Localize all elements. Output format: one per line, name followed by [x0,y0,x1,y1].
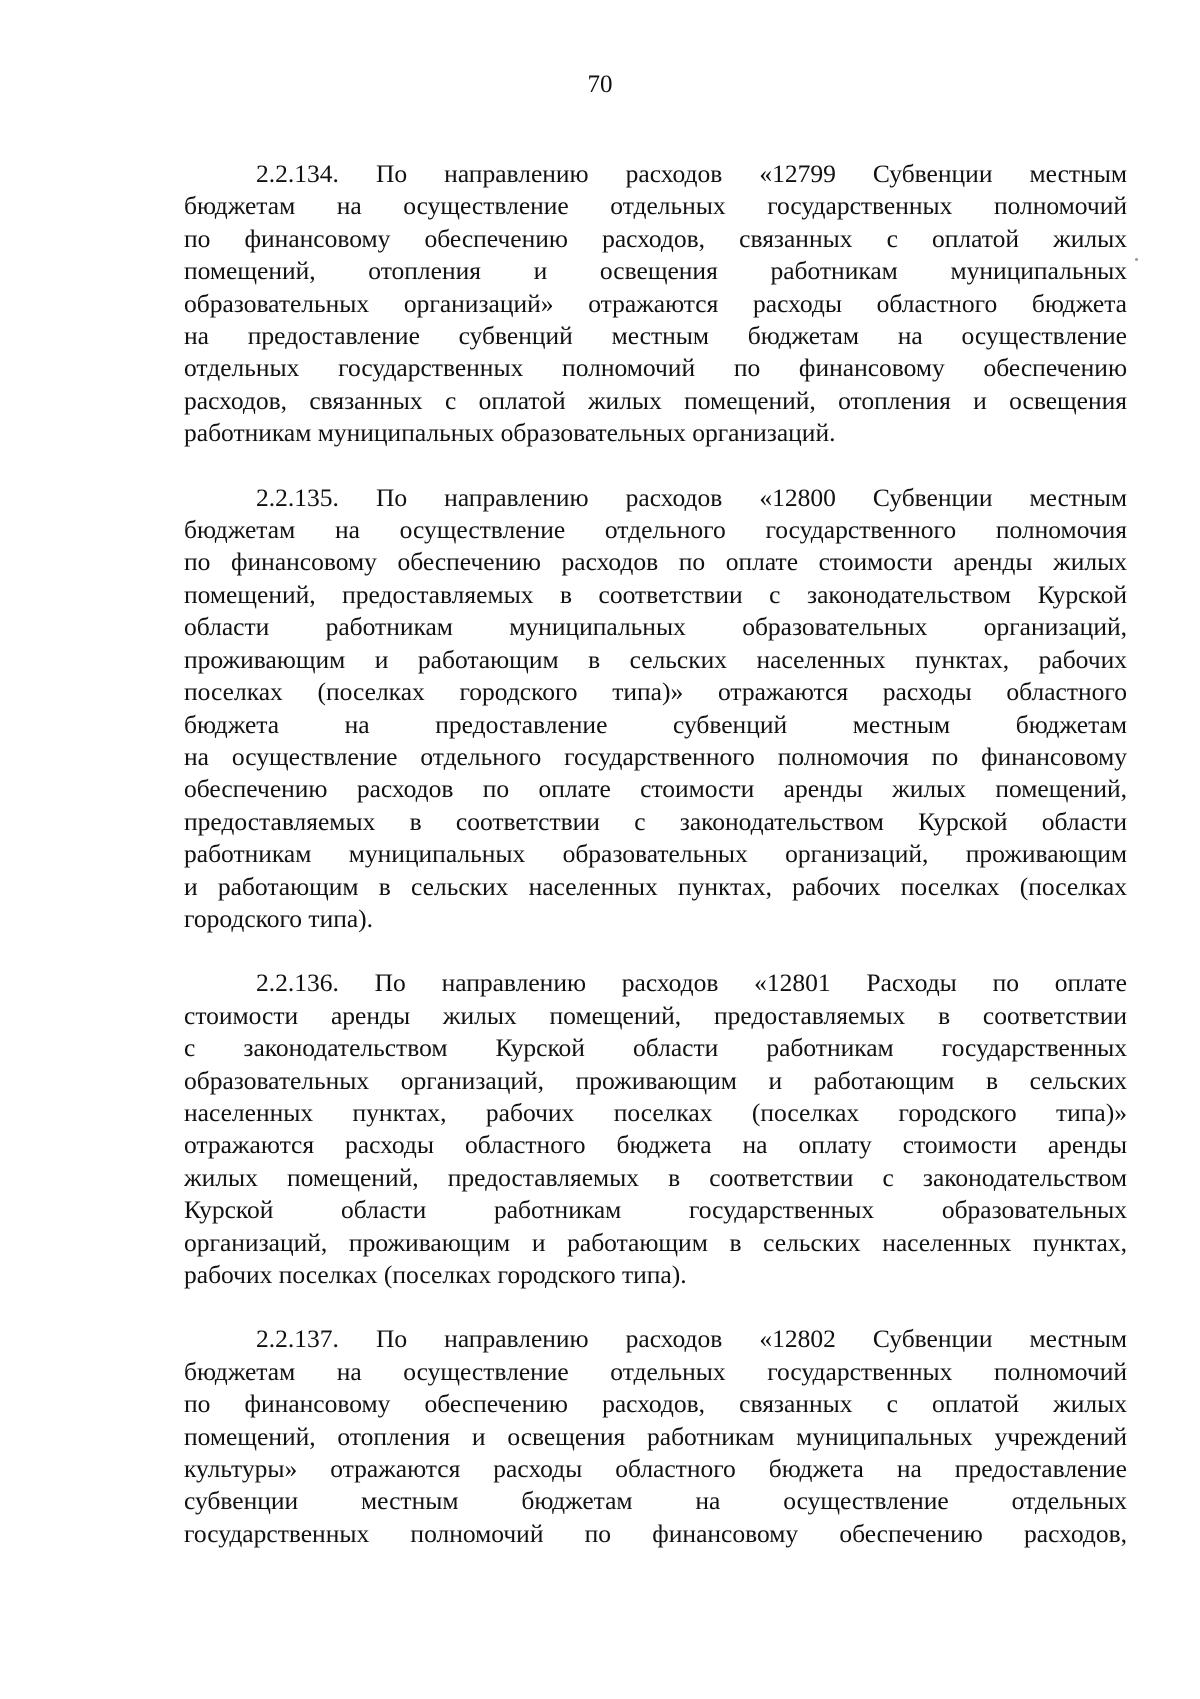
text-line: предоставляемых в соответствии с законодательством Курской области [184,806,1127,836]
text-line: рабочих поселках (поселках городского типа). [184,1260,687,1289]
text-line: 2.2.134. По направлению расходов «12799 Субвенции местным [256,159,1127,188]
text-line: по финансовому обеспечению расходов, связанных с оплатой жилых [184,223,1127,253]
text-line: 2.2.136. По направлению расходов «12801 Расходы по оплате [256,968,1127,998]
text-line: проживающим и работающим в сельских населенных пунктах, рабочих [184,644,1127,674]
text-line: образовательных организаций, проживающим и работающим в сельских [184,1065,1127,1095]
text-line: отдельных государственных полномочий по финансовому обеспечению [184,353,1127,383]
paragraph-2-2-137 [184,1323,1127,1550]
paragraph-2-2-134 [184,158,1127,450]
text-line: отражаются расходы областного бюджета на оплату стоимости аренды [184,1130,1127,1160]
text-line: обеспечению расходов по оплате стоимости аренды жилых помещений, [184,774,1127,804]
text-line: 2.2.137. По направлению расходов «12802 Субвенции местным [256,1324,1127,1354]
text-line: 2.2.135. По направлению расходов «12800 Субвенции местным [256,482,1127,512]
scan-speck [1135,258,1138,261]
text-line: работникам муниципальных образовательных организаций. [184,418,836,448]
text-line: поселках (поселках городского типа)» отражаются расходы областного [184,677,1127,707]
text-line: жилых помещений, предоставляемых в соответствии с законодательством [184,1162,1127,1192]
text-line: помещений, предоставляемых в соответствии с законодательством Курской [184,579,1127,609]
text-line: бюджета на предоставление субвенций местным бюджетам [184,709,1127,739]
text-line: организаций, проживающим и работающим в сельских населенных пунктах, [184,1227,1127,1257]
text-line: Курской области работникам государственных образовательных [184,1195,1127,1225]
document-body [184,158,1127,1582]
text-line: на осуществление отдельного государственного полномочия по финансовому [184,741,1127,771]
paragraph-2-2-135 [184,482,1127,936]
text-line: расходов, связанных с оплатой жилых помещений, отопления и освещения [184,385,1127,415]
text-line: бюджетам на осуществление отдельных государственных полномочий [184,191,1127,221]
text-line: с законодательством Курской области работникам государственных [184,1033,1127,1063]
text-line: бюджетам на осуществление отдельных государственных полномочий [184,1356,1127,1386]
text-line: и работающим в сельских населенных пунктах, рабочих поселках (поселках [184,871,1127,901]
text-line: помещений, отопления и освещения работникам муниципальных [184,256,1127,286]
text-line: бюджетам на осуществление отдельного государственного полномочия [184,515,1127,545]
text-line: культуры» отражаются расходы областного бюджета на предоставление [184,1454,1127,1484]
text-line: по финансовому обеспечению расходов, связанных с оплатой жилых [184,1389,1127,1419]
text-line: области работникам муниципальных образовательных организаций, [184,612,1127,642]
text-line: образовательных организаций» отражаются расходы областного бюджета [184,288,1127,318]
text-line: по финансовому обеспечению расходов по оплате стоимости аренды жилых [184,547,1127,577]
text-line: городского типа). [184,903,374,933]
text-line: помещений, отопления и освещения работникам муниципальных учреждений [184,1421,1127,1451]
text-line: стоимости аренды жилых помещений, предоставляемых в соответствии [184,1000,1127,1030]
text-line: работникам муниципальных образовательных организаций, проживающим [184,839,1127,869]
text-line: населенных пунктах, рабочих поселках (поселках городского типа)» [184,1097,1127,1127]
text-line: государственных полномочий по финансовому обеспечению расходов, [184,1518,1127,1548]
text-line: на предоставление субвенций местным бюджетам на осуществление [184,321,1127,351]
text-line: субвенции местным бюджетам на осуществление отдельных [184,1486,1127,1516]
paragraph-2-2-136 [184,967,1127,1291]
page-number: 70 [587,71,613,98]
